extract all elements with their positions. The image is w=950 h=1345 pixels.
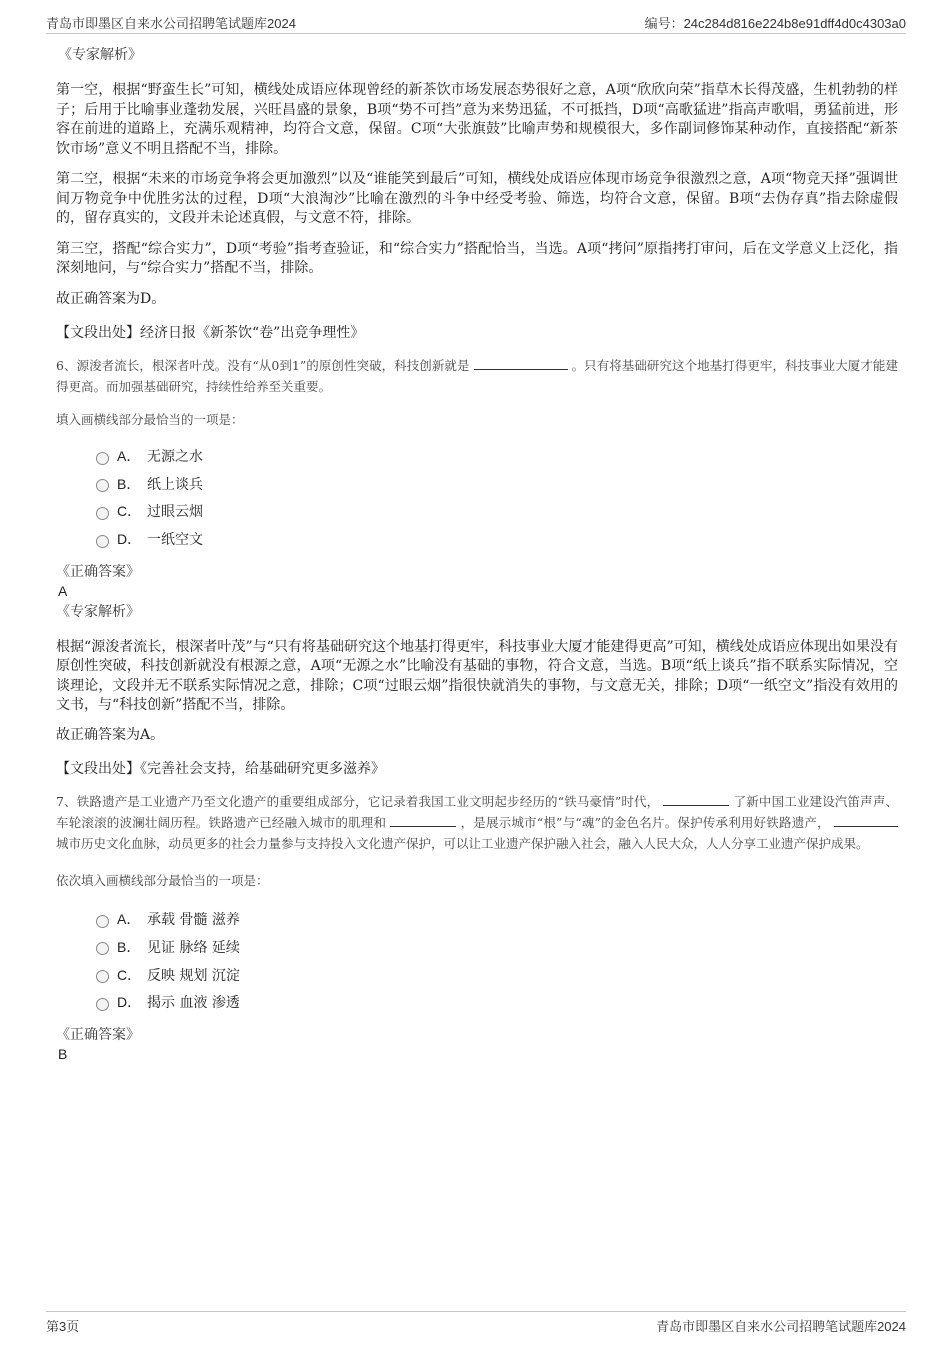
conclusion: 故正确答案为A。	[56, 726, 165, 743]
answer-blank	[390, 814, 456, 827]
correct-answer-label: 《正确答案》	[56, 1027, 140, 1043]
radio-icon[interactable]	[96, 507, 109, 520]
option-b[interactable]: B． 见证 脉络 延续	[96, 934, 898, 962]
radio-icon[interactable]	[96, 452, 109, 465]
answer-blank	[834, 814, 898, 827]
page-content	[56, 45, 898, 1063]
radio-icon[interactable]	[96, 970, 109, 983]
radio-icon[interactable]	[96, 915, 109, 928]
expert-analysis-label: 《专家解析》	[58, 47, 142, 63]
footer-title: 青岛市即墨区自来水公司招聘笔试题库2024	[656, 1319, 906, 1334]
option-c[interactable]: C． 反映 规划 沉淀	[96, 962, 898, 990]
page-footer	[46, 1311, 906, 1335]
radio-icon[interactable]	[96, 535, 109, 548]
analysis-paragraph: 第二空，根据“未来的市场竞争将会更加激烈”以及“谁能笑到最后”可知，横线处成语应体现市场竞争很激烈之意，A项“物竞天择”强调世间万物竞争中优胜劣汰的过程，D项“大浪淘沙”比喻在激烈的斗争中经受考验、筛选，均符合文意，保留。B项“去伪存真”指去除虚假的，留存真实的，文段并未论述真假，与文意不符，排除。	[56, 171, 898, 226]
question-6-options	[96, 443, 898, 554]
analysis-paragraph: 根据“源浚者流长，根深者叶茂”与“只有将基础研究这个地基打得更牢，科技事业大厦才能建得更高”可知，横线处成语应体现出如果没有原创性突破，科技创新就没有根源之意，A项“无源之水”比喻没有基础的事物，符合文意，当选。B项“纸上谈兵”指不联系实际情况，空谈理论，文段并无不联系实际情况之意，排除；C项“过眼云烟”指很快就消失的事物，与文意无关，排除；D项“一纸空文”指没有效用的文书，与“科技创新”搭配不当，排除。	[56, 638, 898, 714]
radio-icon[interactable]	[96, 998, 109, 1011]
header-title: 青岛市即墨区自来水公司招聘笔试题库2024	[46, 16, 296, 31]
answer-blank	[663, 793, 729, 806]
correct-answer: B	[58, 1046, 68, 1062]
option-d[interactable]: D． 揭示 血液 渗透	[96, 989, 898, 1017]
radio-icon[interactable]	[96, 479, 109, 492]
expert-analysis-label: 《专家解析》	[56, 603, 140, 620]
conclusion: 故正确答案为D。	[56, 290, 166, 307]
option-c[interactable]: C． 过眼云烟	[96, 498, 898, 526]
question-6-prompt: 填入画横线部分最恰当的一项是：	[56, 412, 244, 427]
header-code: 编号：24c284d816e224b8e91dff4d0c4303a0	[644, 16, 906, 31]
option-a[interactable]: A． 无源之水	[96, 443, 898, 471]
option-d[interactable]: D． 一纸空文	[96, 526, 898, 554]
option-a[interactable]: A． 承载 骨髓 滋养	[96, 906, 898, 934]
radio-icon[interactable]	[96, 942, 109, 955]
page-header	[46, 13, 906, 34]
analysis-paragraph: 第三空，搭配“综合实力”，D项“考验”指考查验证，和“综合实力”搭配恰当，当选。A项“拷问”原指拷打审问，后在文学意义上泛化，指深刻地问，与“综合实力”搭配不当，排除。	[56, 240, 898, 276]
question-7-stem: 7、铁路遗产是工业遗产乃至文化遗产的重要组成部分，它记录着我国工业文明起步经历的“铁马豪情”时代， 了新中国工业建设汽笛声声、车轮滚滚的波澜壮阔历程。铁路遗产已经融入城市的肌理和 ，是展示城市“根”与“魂”的金色名片。保护传承利用好铁路遗产， 城市历史文化血脉，动员更多的社会力量参与支持投入文化遗产保护，可以让工业遗产保护融入社会，融入人民大众，人人分享工业遗产保护成果。	[56, 794, 898, 852]
answer-blank	[474, 357, 568, 370]
source-citation: 【文段出处】《完善社会支持，给基础研究更多滋养》	[56, 761, 385, 778]
correct-answer-label: 《正确答案》	[56, 563, 140, 580]
option-b[interactable]: B． 纸上谈兵	[96, 471, 898, 499]
question-6-stem: 6、源浚者流长，根深者叶茂。没有“从0到1”的原创性突破，科技创新就是 。只有将基础研究这个地基打得更牢，科技事业大厦才能建得更高。而加强基础研究，持续性给养至关重要。	[56, 358, 898, 394]
analysis-paragraph: 第一空，根据“野蛮生长”可知，横线处成语应体现曾经的新茶饮市场发展态势很好之意，A项“欣欣向荣”指草木长得茂盛，生机勃勃的样子；后用于比喻事业蓬勃发展，兴旺昌盛的景象，B项“势不可挡”意为来势迅猛，不可抵挡，D项“高歌猛进”指高声歌唱，勇猛前进，形容在前进的道路上，充满乐观精神，均符合文意，保留。C项“大张旗鼓”比喻声势和规模很大，多作副词修饰某种动作，直接搭配“新茶饮市场”意义不明且搭配不当，排除。	[56, 82, 898, 157]
question-7-prompt: 依次填入画横线部分最恰当的一项是：	[56, 873, 269, 889]
source-citation: 【文段出处】经济日报《新茶饮“卷”出竞争理性》	[56, 325, 365, 341]
correct-answer: A	[58, 582, 68, 599]
page-number: 第3页	[46, 1319, 80, 1334]
question-7-options	[96, 906, 898, 1017]
